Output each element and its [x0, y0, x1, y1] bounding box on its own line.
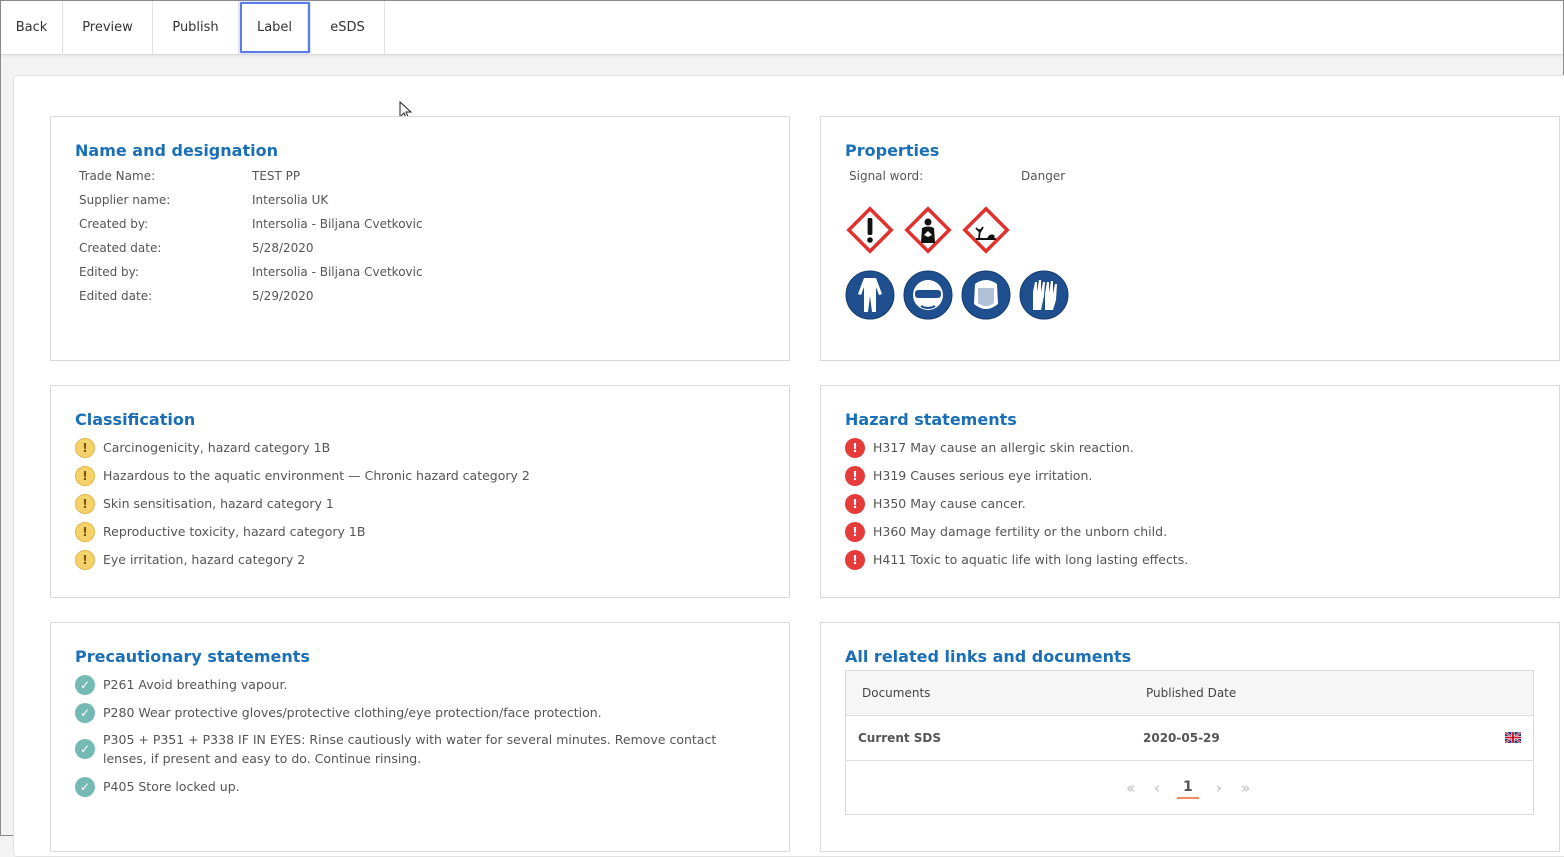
precautionary-item	[75, 675, 287, 695]
hazard-statement-text: H350 May cause cancer.	[873, 496, 1026, 511]
top-toolbar	[1, 1, 1563, 55]
danger-icon: !	[845, 550, 865, 570]
tab-back[interactable]: Back	[1, 1, 63, 54]
related-documents-title: All related links and documents	[845, 647, 1132, 666]
classification-text: Eye irritation, hazard category 2	[103, 552, 306, 567]
hazard-statement-text: H411 Toxic to aquatic life with long lasting effects.	[873, 552, 1189, 567]
classification-item	[75, 550, 305, 570]
properties-card	[820, 116, 1560, 361]
hazard-statement-text: H319 Causes serious eye irritation.	[873, 468, 1093, 483]
check-icon: ✓	[75, 739, 95, 759]
documents-table	[845, 670, 1534, 815]
check-icon: ✓	[75, 675, 95, 695]
danger-icon: !	[845, 466, 865, 486]
classification-text: Reproductive toxicity, hazard category 1B	[103, 524, 366, 539]
column-header-published-date[interactable]: Published Date	[1146, 686, 1237, 700]
created-date-label: Created date:	[79, 241, 162, 255]
precautionary-text: P305 + P351 + P338 IF IN EYES: Rinse cautiously with water for several minutes. Remove contact lenses, if present and easy to do. Continue rinsing.	[103, 732, 717, 766]
trade-name-value: TEST PP	[252, 169, 301, 183]
classification-text: Carcinogenicity, hazard category 1B	[103, 440, 331, 455]
precautionary-item	[75, 703, 602, 723]
tab-esds[interactable]: eSDS	[311, 1, 385, 54]
hazard-statement-item	[845, 522, 1167, 542]
properties-title: Properties	[845, 141, 940, 160]
precautionary-item	[75, 777, 240, 797]
check-icon: ✓	[75, 703, 95, 723]
classification-text: Hazardous to the aquatic environment — Chronic hazard category 2	[103, 468, 530, 483]
tab-publish[interactable]: Publish	[153, 1, 239, 54]
document-date: 2020-05-29	[1143, 730, 1220, 745]
created-by-label: Created by:	[79, 217, 149, 231]
name-designation-card	[50, 116, 790, 361]
column-header-documents[interactable]: Documents	[862, 686, 931, 700]
warning-icon: !	[75, 466, 95, 486]
tab-label[interactable]: Label	[239, 1, 311, 54]
next-page-button[interactable]: ›	[1216, 779, 1222, 797]
warning-icon: !	[75, 438, 95, 458]
document-name[interactable]: Current SDS	[858, 730, 942, 745]
precautionary-text: P280 Wear protective gloves/protective clothing/eye protection/face protection.	[103, 705, 602, 720]
table-header	[846, 671, 1533, 716]
hazard-statements-title: Hazard statements	[845, 410, 1017, 429]
hazard-statement-item	[845, 466, 1092, 486]
precautionary-item	[75, 730, 735, 768]
eye-protection-icon	[903, 270, 953, 320]
page-number-button[interactable]: 1	[1177, 779, 1199, 799]
edited-date-value: 5/29/2020	[252, 289, 314, 303]
face-shield-icon	[961, 270, 1011, 320]
first-page-button[interactable]: «	[1126, 779, 1136, 797]
signal-word-label: Signal word:	[849, 169, 924, 183]
last-page-button[interactable]: »	[1241, 779, 1251, 797]
precautionary-statements-card	[50, 622, 790, 852]
hazard-statements-card	[820, 385, 1560, 598]
prev-page-button[interactable]: ‹	[1154, 779, 1160, 797]
precautionary-statements-title: Precautionary statements	[75, 647, 310, 666]
check-icon: ✓	[75, 777, 95, 797]
tab-preview[interactable]: Preview	[63, 1, 153, 54]
warning-icon: !	[75, 494, 95, 514]
classification-card	[50, 385, 790, 598]
warning-icon: !	[75, 522, 95, 542]
environment-pictogram	[961, 205, 1011, 255]
classification-title: Classification	[75, 410, 196, 429]
edited-by-label: Edited by:	[79, 265, 139, 279]
created-by-value: Intersolia - Biljana Cvetkovic	[252, 217, 423, 231]
protective-gloves-icon	[1019, 270, 1069, 320]
danger-icon: !	[845, 522, 865, 542]
classification-item	[75, 522, 365, 542]
hazard-statement-text: H317 May cause an allergic skin reaction.	[873, 440, 1134, 455]
supplier-name-label: Supplier name:	[79, 193, 171, 207]
precautionary-text: P405 Store locked up.	[103, 779, 240, 794]
precautionary-text: P261 Avoid breathing vapour.	[103, 677, 288, 692]
created-date-value: 5/28/2020	[252, 241, 314, 255]
hazard-statement-item	[845, 494, 1026, 514]
classification-text: Skin sensitisation, hazard category 1	[103, 496, 334, 511]
signal-word-value: Danger	[1021, 169, 1066, 183]
hazard-statement-item	[845, 550, 1188, 570]
protective-clothing-icon	[845, 270, 895, 320]
classification-item	[75, 494, 334, 514]
edited-date-label: Edited date:	[79, 289, 153, 303]
exclamation-mark-pictogram	[845, 205, 895, 255]
danger-icon: !	[845, 438, 865, 458]
trade-name-label: Trade Name:	[79, 169, 156, 183]
edited-by-value: Intersolia - Biljana Cvetkovic	[252, 265, 423, 279]
hazard-statement-item	[845, 438, 1134, 458]
supplier-name-value: Intersolia UK	[252, 193, 329, 207]
hazard-statement-text: H360 May damage fertility or the unborn child.	[873, 524, 1168, 539]
related-documents-card	[820, 622, 1560, 852]
pagination	[846, 761, 1533, 816]
classification-item	[75, 438, 330, 458]
classification-item	[75, 466, 530, 486]
name-designation-title: Name and designation	[75, 141, 278, 160]
warning-icon: !	[75, 550, 95, 570]
table-row[interactable]	[846, 715, 1533, 761]
uk-flag-icon[interactable]	[1505, 715, 1521, 760]
danger-icon: !	[845, 494, 865, 514]
health-hazard-pictogram	[903, 205, 953, 255]
